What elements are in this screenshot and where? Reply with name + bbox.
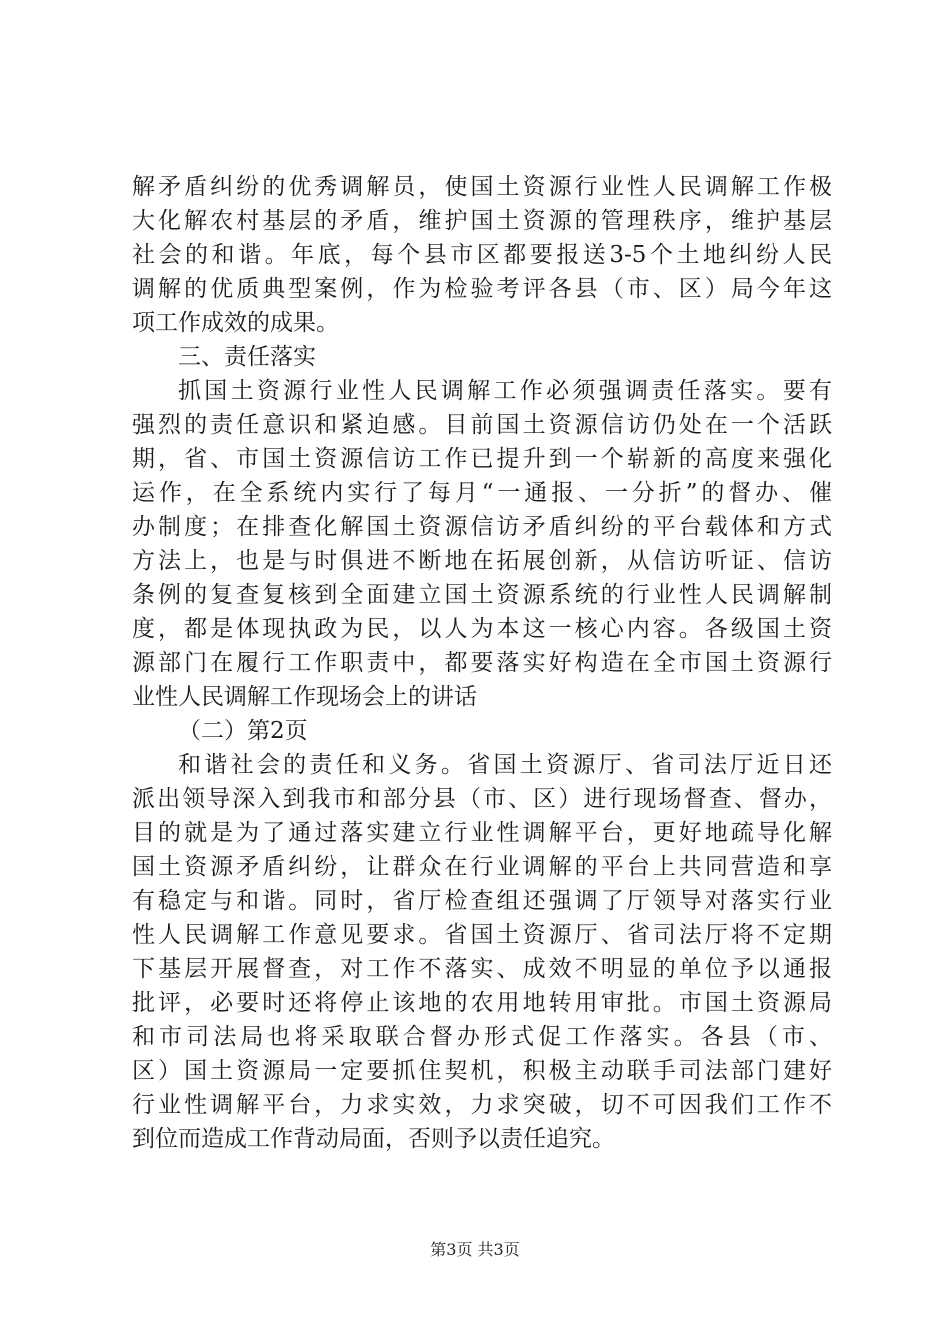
text-line: 条例的复查复核到全面建立国土资源系统的行业性人民调解制: [132, 582, 832, 608]
text-line: 和市司法局也将采取联合督办形式促工作落实。各县（市、: [132, 1024, 832, 1050]
text-line: 目的就是为了通过落实建立行业性调解平台，更好地疏导化解: [132, 820, 832, 846]
text-line: 大化解农村基层的矛盾，维护国土资源的管理秩序，维护基层: [132, 208, 832, 234]
text-line: 行业性调解平台，力求实效，力求突破，切不可因我们工作不: [132, 1092, 832, 1118]
text-line: 期，省、市国土资源信访工作已提升到一个崭新的高度来强化: [132, 446, 832, 472]
document-body: [132, 170, 832, 1156]
text-line: 方法上，也是与时俱进不断地在拓展创新，从信访听证、信访: [132, 548, 832, 574]
text-line: 抓国土资源行业性人民调解工作必须强调责任落实。要有: [178, 378, 832, 404]
text-line: 办制度；在排查化解国土资源信访矛盾纠纷的平台载体和方式: [132, 514, 832, 540]
text-line: 业性人民调解工作现场会上的讲话: [132, 684, 477, 710]
text-line: 强烈的责任意识和紧迫感。目前国土资源信访仍处在一个活跃: [132, 412, 832, 438]
text-line: 调解的优质典型案例，作为检验考评各县（市、区）局今年这: [132, 276, 832, 302]
paragraph-3: [132, 748, 832, 1156]
text-line: 有稳定与和谐。同时，省厅检查组还强调了厅领导对落实行业: [132, 888, 832, 914]
text-line: 源部门在履行工作职责中，都要落实好构造在全市国土资源行: [132, 650, 832, 676]
page-marker: （二）第2页: [178, 718, 308, 744]
text-line: 派出领导深入到我市和部分县（市、区）进行现场督查、督办，: [132, 786, 832, 812]
paragraph-1: [132, 170, 832, 340]
text-line: 区）国土资源局一定要抓住契机，积极主动联手司法部门建好: [132, 1058, 832, 1084]
text-line: 项工作成效的成果。: [132, 310, 339, 336]
text-line: 性人民调解工作意见要求。省国土资源厅、省司法厅将不定期: [132, 922, 832, 948]
text-line: 运作，在全系统内实行了每月“一通报、一分折”的督办、催: [132, 480, 832, 506]
text-line: 解矛盾纠纷的优秀调解员，使国土资源行业性人民调解工作极: [132, 174, 832, 200]
paragraph-2: [132, 374, 832, 714]
text-line: 下基层开展督查，对工作不落实、成效不明显的单位予以通报: [132, 956, 832, 982]
text-line: 批评，必要时还将停止该地的农用地转用审批。市国土资源局: [132, 990, 832, 1016]
page-footer: 第3页 共3页: [430, 1240, 520, 1259]
text-line: 到位而造成工作背动局面，否则予以责任追究。: [132, 1126, 615, 1152]
section-heading: 三、责任落实: [178, 344, 316, 370]
text-line: 社会的和谐。年底，每个县市区都要报送3-5个土地纠纷人民: [132, 242, 832, 268]
text-line: 和谐社会的责任和义务。省国土资源厅、省司法厅近日还: [178, 752, 832, 778]
text-line: 度，都是体现执政为民，以人为本这一核心内容。各级国土资: [132, 616, 832, 642]
text-line: 国土资源矛盾纠纷，让群众在行业调解的平台上共同营造和享: [132, 854, 832, 880]
